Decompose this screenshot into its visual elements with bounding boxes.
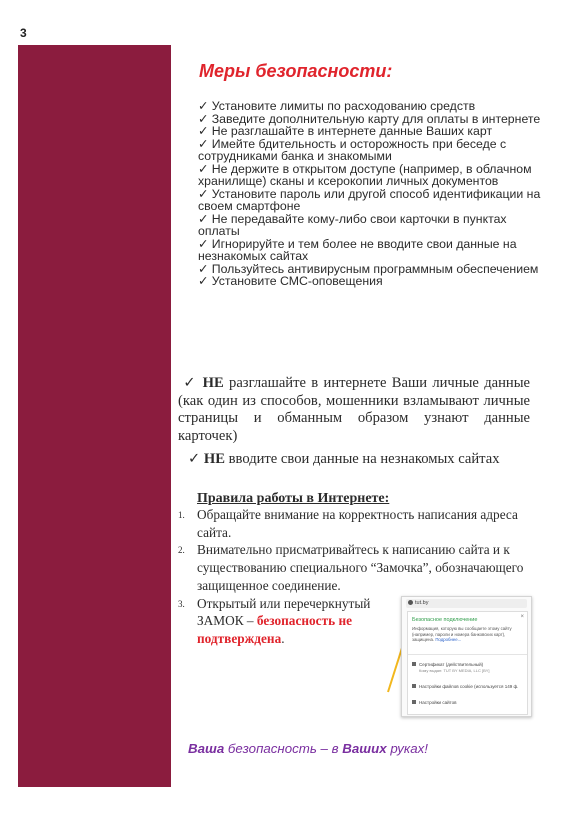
browser-security-screenshot xyxy=(401,596,532,717)
check-icon: ✓ xyxy=(198,111,209,126)
check-icon: ✓ xyxy=(198,261,209,276)
warning-unknown-sites: ✓ НЕ вводите свои данные на незнакомых сайтах xyxy=(188,451,500,467)
list-item: 3. Открытый или перечеркнутый ЗАМОК – безопасность не подтверждена. xyxy=(178,595,371,646)
list-item: ✓ Не разглашайте в интернете данные Ваших карт xyxy=(198,124,493,138)
list-item: 1. Обращайте внимание на корректность написания адреса сайта. xyxy=(178,507,518,540)
check-icon: ✓ xyxy=(198,136,209,151)
close-icon: × xyxy=(520,614,524,620)
address-bar: tut.by xyxy=(406,599,527,608)
cookies-row: Настройки файлов cookie (используется 149 ф. xyxy=(412,684,518,690)
warning-ne: НЕ xyxy=(202,375,224,391)
rules-title: Правила работы в Интернете: xyxy=(197,491,390,506)
lock-icon xyxy=(408,600,413,605)
list-item: ✓ Имейте бдительность и осторожность при беседе с сотрудниками банка и знакомыми xyxy=(198,136,507,163)
warning-ne: НЕ xyxy=(203,451,225,467)
list-item: ✓ Не передавайте кому-либо свои карточки в пунктах оплаты xyxy=(198,211,507,238)
check-icon: ✓ xyxy=(188,451,201,467)
gear-icon xyxy=(412,700,416,704)
security-info: Информация, которую вы сообщаете этому сайту (например, пароли и номера банковских карт), защищена. Подробнее... xyxy=(412,626,512,642)
divider xyxy=(408,654,527,655)
safety-list xyxy=(198,100,548,288)
safety-title: Меры безопасности: xyxy=(199,61,393,81)
certificate-icon xyxy=(412,662,416,666)
list-item: ✓ Не держите в открытом доступе (например, в облачном хранилище) сканы и ксерокопии личных документов xyxy=(198,161,532,188)
list-item: ✓ Установите СМС-оповещения xyxy=(198,274,383,288)
list-item: ✓ Игнорируйте и тем более не вводите свои данные на незнакомых сайтах xyxy=(198,236,517,263)
secure-connection-label: Безопасное подключение xyxy=(412,617,478,623)
check-icon: ✓ xyxy=(198,124,209,138)
list-item: ✓ Установите лимиты по расходованию средств xyxy=(198,99,476,113)
cookie-icon xyxy=(412,684,416,688)
security-popup xyxy=(407,611,528,715)
check-icon: ✓ xyxy=(198,211,209,226)
check-icon: ✓ xyxy=(198,236,209,251)
certificate-row: Сертификат (действительный) Кому выдан: TUT BY MEDIA, LLC [BY] xyxy=(412,662,490,673)
check-icon: ✓ xyxy=(198,99,209,113)
left-color-band xyxy=(18,45,171,787)
list-item: ✓ Установите пароль или другой способ идентификации на своем смартфоне xyxy=(198,186,541,213)
check-icon: ✓ xyxy=(198,274,209,288)
check-icon: ✓ xyxy=(183,375,198,391)
list-item: 2. Внимательно присматривайтесь к написанию сайта и к существованию специального “Замочка”, обозначающего защищенное соединение. xyxy=(178,542,524,593)
page-number: 3 xyxy=(20,26,27,40)
list-item: ✓ Пользуйтесь антивирусным программным обеспечением xyxy=(198,261,539,276)
warning-personal-data: ✓ НЕ разглашайте в интернете Ваши личные данные (как один из способов, мошенники взламывают личные страницы и обманным образом узнают данные карточек) xyxy=(178,375,531,444)
slogan: Ваша безопасность – в Ваших руках! xyxy=(188,741,428,756)
site-settings-row: Настройки сайтов xyxy=(412,700,457,706)
check-icon: ✓ xyxy=(198,186,209,201)
check-icon: ✓ xyxy=(198,161,209,176)
list-item: ✓ Заведите дополнительную карту для оплаты в интернете xyxy=(198,111,541,126)
